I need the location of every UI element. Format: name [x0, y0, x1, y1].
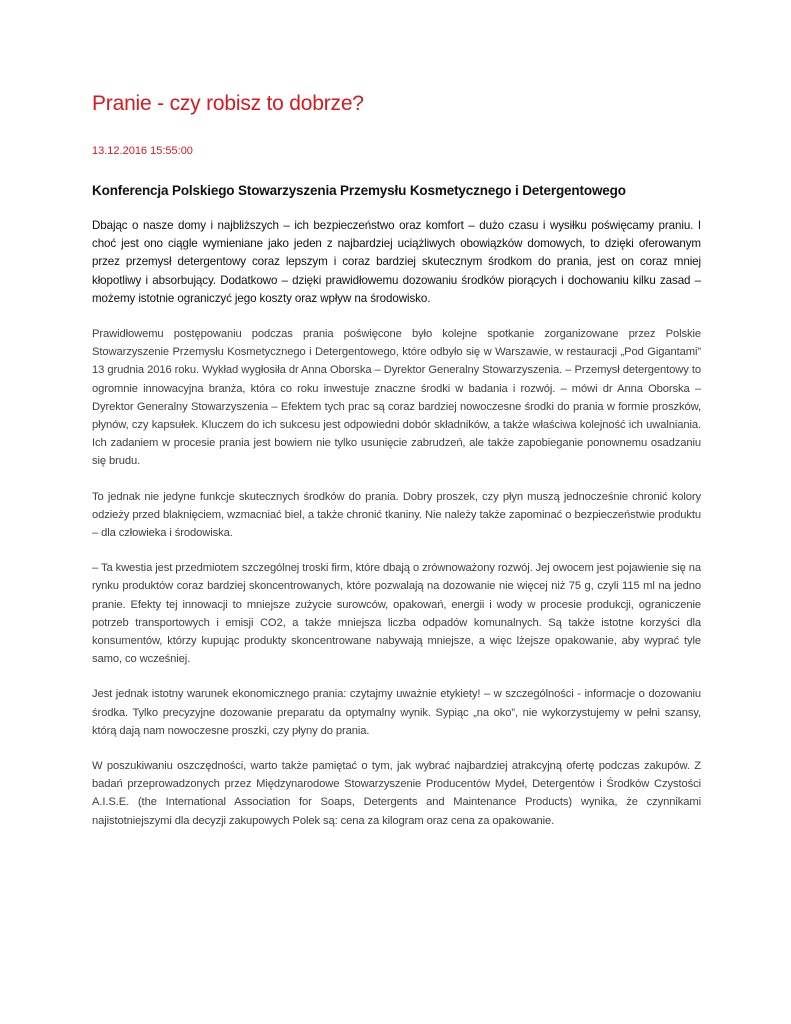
article-date: 13.12.2016 15:55:00 — [92, 145, 193, 157]
article-paragraph: W poszukiwaniu oszczędności, warto także pamiętać o tym, jak wybrać najbardziej atrakcyjną ofertę podczas zakupów. Z badań przeprowadzonych przez Międzynarodowe Stowarzyszenie Producentów Mydeł, Detergentów i Środków Czystości A.I.S.E. (the International Association for Soaps, Detergents and Maintenance Products) wynika, że czynnikami najistotniejszymi dla decyzji zakupowych Polek są: cena za kilogram oraz cena za opakowanie. — [92, 760, 701, 827]
article-paragraph: Prawidłowemu postępowaniu podczas prania poświęcone było kolejne spotkanie zorganizowane przez Polskie Stowarzyszenie Przemysłu Kosmetycznego i Detergentowego, które odbyło się w Warszawie, w restauracji „Pod Gigantami” 13 grudnia 2016 roku. Wykład wygłosiła dr Anna Oborska – Dyrektor Generalny Stowarzyszenia. – Przemysł detergentowy to ogromnie innowacyjna branża, która co roku inwestuje znaczne środki w badania i rozwój. – mówi dr Anna Oborska – Dyrektor Generalny Stowarzyszenia – Efektem tych prac są coraz bardziej nowoczesne środki do prania w formie proszków, płynów, czy kapsułek. Kluczem do ich sukcesu jest odpowiedni dobór składników, a także właściwa kolejność ich uwalniania. Ich zadaniem w procesie prania jest bowiem nie tylko usunięcie zabrudzeń, ale także zapobieganie ponownemu osadzaniu się brudu. — [92, 328, 701, 468]
article-title: Pranie - czy robisz to dobrze? — [92, 92, 364, 115]
article-paragraph: – Ta kwestia jest przedmiotem szczególnej troski firm, które dbają o zrównoważony rozwój. Jej owocem jest pojawienie się na rynku produktów coraz bardziej skoncentrowanych, które pozwalają na dozowanie nie więcej niż 75 g, czyli 115 ml na jedno pranie. Efekty tej innowacji to mniejsze zużycie surowców, opakowań, energii i wody w procesie produkcji, ograniczenie potrzeb transportowych i emisji CO2, a także mniejsza liczba odpadów komunalnych. Są także istotne korzyści dla konsumentów, którzy kupując produkty skoncentrowane nabywają mniejsze, a więc lżejsze opakowanie, aby wyprać tyle samo, co wcześniej. — [92, 562, 701, 666]
article-paragraph: Jest jednak istotny warunek ekonomicznego prania: czytajmy uważnie etykiety! – w szczególności - informacje o dozowaniu środka. Tylko precyzyjne dozowanie preparatu da optymalny wynik. Sypiąc „na oko”, nie wykorzystujemy w pełni szansy, którą dają nam nowoczesne proszki, czy płyny do prania. — [92, 688, 701, 737]
article — [92, 90, 701, 830]
article-lead: Dbając o nasze domy i najbliższych – ich bezpieczeństwo oraz komfort – dużo czasu i wysiłku poświęcamy praniu. I choć jest ono ciągle wymieniane jako jeden z najbardziej uciążliwych obowiązków domowych, to dzięki oferowanym przez przemysł detergentowy coraz lepszym i coraz bardziej skutecznym środkom do prania, jest on coraz mniej kłopotliwy i absorbujący. Dodatkowo – dzięki prawidłowemu dozowaniu środków piorących i dochowaniu kilku zasad – możemy istotnie ograniczyć jego koszty oraz wpływ na środowisko. — [92, 219, 701, 305]
article-paragraph: To jednak nie jedyne funkcje skutecznych środków do prania. Dobry proszek, czy płyn muszą jednocześnie chronić kolory odzieży przed blaknięciem, wzmacniać biel, a także chronić tkaniny. Nie należy także zapominać o bezpieczeństwie produktu – dla człowieka i środowiska. — [92, 490, 701, 540]
article-subtitle: Konferencja Polskiego Stowarzyszenia Przemysłu Kosmetycznego i Detergentowego — [92, 183, 626, 198]
